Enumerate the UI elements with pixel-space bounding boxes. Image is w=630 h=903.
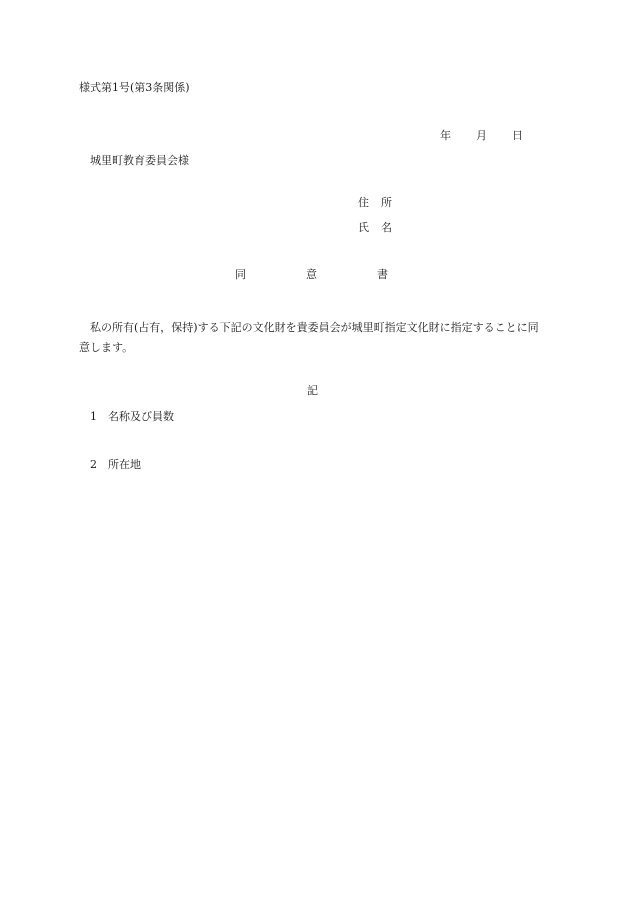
notes-heading: 記: [307, 384, 318, 397]
name-label-char-1: 氏: [358, 221, 369, 234]
title-char-2: 意: [306, 268, 317, 281]
address-label-char-1: 住: [358, 196, 369, 209]
list-item: [90, 410, 174, 424]
form-number: 様式第1号(第3条関係): [79, 81, 190, 94]
address-label: [358, 196, 392, 210]
addressee: 城里町教育委員会様: [90, 154, 189, 167]
date-line: [440, 129, 523, 143]
item-number: 1: [90, 410, 97, 423]
day-label: 日: [512, 129, 523, 142]
name-label-char-2: 名: [381, 221, 392, 234]
item-label: 所在地: [108, 458, 141, 471]
item-label: 名称及び員数: [108, 410, 174, 423]
address-label-char-2: 所: [381, 196, 392, 209]
document-title: [235, 268, 388, 282]
name-label: [358, 221, 392, 235]
consent-body-text: 私の所有(占有，保持)する下記の文化財を貴委員会が城里町指定文化財に指定することに同意します。: [79, 321, 539, 354]
title-char-3: 書: [377, 268, 388, 281]
title-char-1: 同: [235, 268, 246, 281]
year-label: 年: [440, 129, 451, 142]
item-number: 2: [90, 458, 97, 471]
month-label: 月: [476, 129, 487, 142]
list-item: [90, 458, 141, 472]
